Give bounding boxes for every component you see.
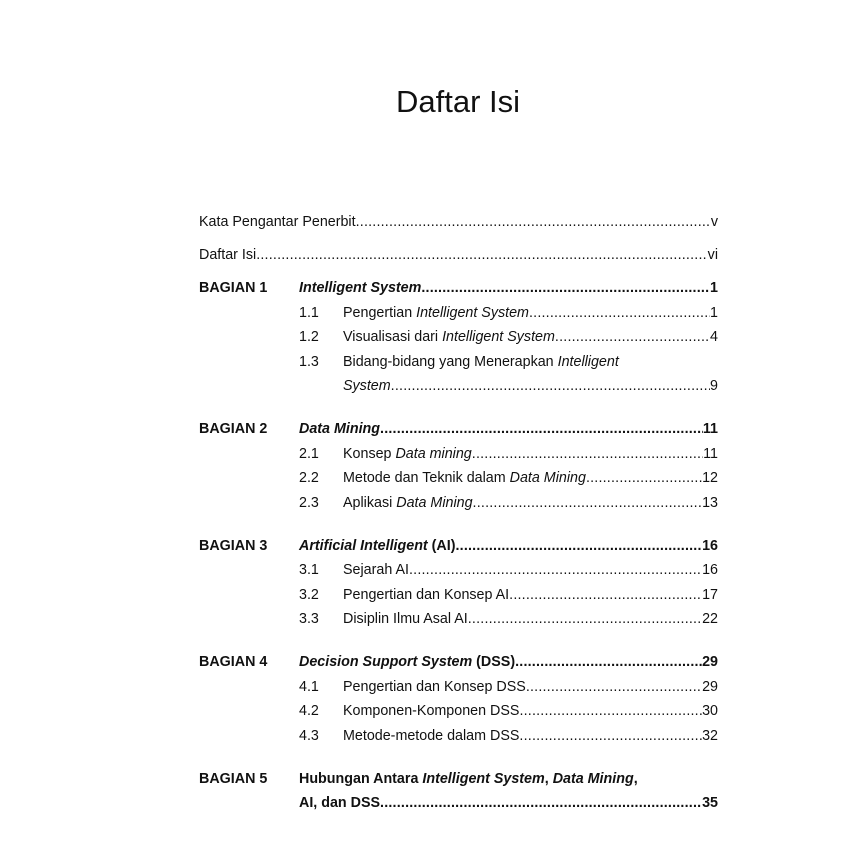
entry-title	[299, 417, 380, 442]
title-segment: Data Mining	[299, 421, 381, 437]
page-number: vi	[707, 247, 718, 263]
entry-title	[343, 350, 619, 375]
toc-subentry-line[interactable]	[199, 583, 718, 608]
entry-number: 1.1	[299, 304, 319, 321]
section-label: BAGIAN 2	[199, 421, 268, 437]
table-of-contents	[199, 210, 718, 816]
title-segment: (DSS)	[472, 654, 516, 670]
page-number: 29	[702, 654, 718, 670]
entry-title	[343, 675, 526, 700]
entry-number: 2.1	[299, 445, 319, 462]
title-segment: Data Mining	[509, 470, 586, 486]
entry-title	[343, 301, 529, 326]
title-segment: Data Mining	[552, 770, 634, 787]
entry-number: 1.2	[299, 329, 319, 345]
entry-title	[343, 558, 409, 583]
page-number: 32	[702, 727, 718, 744]
page-number: 35	[702, 795, 718, 811]
title-segment: Sejarah AI	[343, 562, 409, 578]
dot-leader	[586, 466, 702, 491]
page-number: v	[710, 214, 718, 230]
toc-entry-line[interactable]	[199, 417, 718, 442]
title-segment: Pengertian dan Konsep AI	[343, 586, 510, 603]
title-segment: Hubungan Antara	[299, 770, 423, 787]
dot-leader	[472, 442, 703, 467]
entry-number: 1.3	[299, 353, 319, 370]
entry-title	[299, 767, 638, 792]
entry-number: 2.3	[299, 494, 319, 511]
title-segment: Data mining	[395, 445, 472, 462]
page-number: 1	[710, 280, 718, 296]
toc-subentry-line[interactable]	[199, 607, 718, 632]
title-segment: ,	[544, 770, 553, 787]
dot-leader	[515, 650, 702, 675]
page-number: 16	[702, 562, 718, 578]
dot-leader	[256, 243, 707, 268]
dot-leader	[519, 699, 702, 724]
page-number: 13	[702, 494, 718, 511]
page-number: 22	[702, 611, 718, 627]
title-segment: Intelligent System	[442, 329, 555, 345]
page-number: 4	[710, 329, 718, 345]
entry-title	[199, 210, 356, 235]
section-label: BAGIAN 4	[199, 654, 268, 670]
title-segment: (AI)	[427, 537, 456, 554]
title-segment: Pengertian	[343, 304, 417, 321]
toc-subentry-line[interactable]	[199, 350, 718, 375]
toc-subentry-line[interactable]	[199, 675, 718, 700]
toc-subentry-line[interactable]	[199, 558, 718, 583]
title-segment: ,	[633, 770, 638, 787]
entry-title	[343, 607, 468, 632]
title-segment: Aplikasi	[343, 494, 397, 511]
dot-leader	[555, 325, 710, 350]
entry-title	[299, 276, 421, 301]
dot-leader	[409, 558, 702, 583]
dot-leader	[509, 583, 702, 608]
page-number: 30	[702, 703, 718, 719]
entry-number: 3.1	[299, 562, 319, 578]
title-segment: Konsep	[343, 445, 396, 462]
toc-entry-line[interactable]	[199, 791, 718, 816]
toc-subentry-line[interactable]	[199, 442, 718, 467]
dot-leader	[380, 417, 703, 442]
title-segment: Intelligent System	[416, 304, 529, 321]
dot-leader	[380, 791, 702, 816]
dot-leader	[421, 276, 710, 301]
entry-title	[299, 650, 515, 675]
dot-leader	[356, 210, 711, 235]
entry-number: 4.2	[299, 703, 319, 719]
toc-subentry-line[interactable]	[199, 325, 718, 350]
page-number: 1	[710, 304, 718, 321]
front-matter-entry[interactable]	[199, 243, 718, 276]
dot-leader	[526, 675, 702, 700]
title-segment: AI, dan DSS	[299, 795, 381, 811]
title-segment: Daftar Isi	[199, 247, 257, 263]
dot-leader	[455, 534, 702, 559]
toc-entry-line[interactable]	[199, 276, 718, 301]
page-number: 11	[702, 421, 718, 437]
title-segment: Metode dan Teknik dalam	[343, 470, 510, 486]
title-segment: Decision Support System	[299, 654, 473, 670]
page-number: 29	[702, 678, 718, 695]
dot-leader	[391, 374, 710, 399]
title-segment: System	[343, 378, 391, 394]
toc-subentry-line[interactable]	[199, 301, 718, 326]
toc-subentry-line[interactable]	[199, 699, 718, 724]
toc-subentry-line[interactable]	[199, 491, 718, 516]
title-segment: Disiplin Ilmu Asal AI	[343, 611, 468, 627]
toc-subentry-line[interactable]	[199, 466, 718, 491]
page-title: Daftar Isi	[395, 84, 521, 119]
toc-subentry-line[interactable]	[199, 374, 718, 399]
page-number: 9	[710, 378, 718, 394]
title-segment: Intelligent	[557, 353, 619, 370]
title-segment: Metode-metode dalam DSS	[343, 727, 520, 744]
title-segment: Artificial Intelligent	[299, 537, 428, 554]
toc-entry-line[interactable]	[199, 650, 718, 675]
entry-title	[343, 374, 391, 399]
title-segment: Komponen-Komponen DSS	[343, 703, 520, 719]
section-label: BAGIAN 1	[199, 280, 268, 296]
toc-entry-line[interactable]	[199, 534, 718, 559]
entry-title	[299, 534, 455, 559]
page-number: 11	[703, 445, 718, 462]
entry-title	[199, 243, 256, 268]
entry-title	[343, 699, 519, 724]
dot-leader	[529, 301, 710, 326]
title-segment: Pengertian dan Konsep DSS	[343, 678, 526, 695]
entry-title	[343, 466, 586, 491]
entry-title	[343, 724, 519, 749]
dot-leader	[519, 724, 702, 749]
entry-title	[299, 791, 380, 816]
title-segment: Intelligent System	[299, 280, 422, 296]
page-number: 17	[702, 586, 718, 603]
entry-title	[343, 325, 555, 350]
title-segment: Bidang-bidang yang Menerapkan	[343, 353, 558, 370]
entry-number: 2.2	[299, 470, 319, 486]
section-label: BAGIAN 5	[199, 770, 268, 787]
dot-leader	[473, 491, 703, 516]
front-matter-entry[interactable]	[199, 210, 718, 243]
toc-subentry-line[interactable]	[199, 724, 718, 749]
entry-number: 3.2	[299, 586, 319, 603]
dot-leader	[468, 607, 702, 632]
title-segment: Intelligent System	[422, 770, 545, 787]
toc-entry-line[interactable]	[199, 767, 718, 792]
title-segment: Visualisasi dari	[343, 329, 443, 345]
section-label: BAGIAN 3	[199, 537, 268, 554]
title-segment: Data Mining	[396, 494, 473, 511]
entry-number: 3.3	[299, 611, 319, 627]
entry-number: 4.3	[299, 727, 319, 744]
entry-title	[343, 583, 509, 608]
page-number: 16	[702, 537, 718, 554]
title-segment: Kata Pengantar Penerbit	[199, 214, 356, 230]
entry-title	[343, 442, 472, 467]
entry-title	[343, 491, 473, 516]
entry-number: 4.1	[299, 678, 319, 695]
page-number: 12	[702, 470, 718, 486]
